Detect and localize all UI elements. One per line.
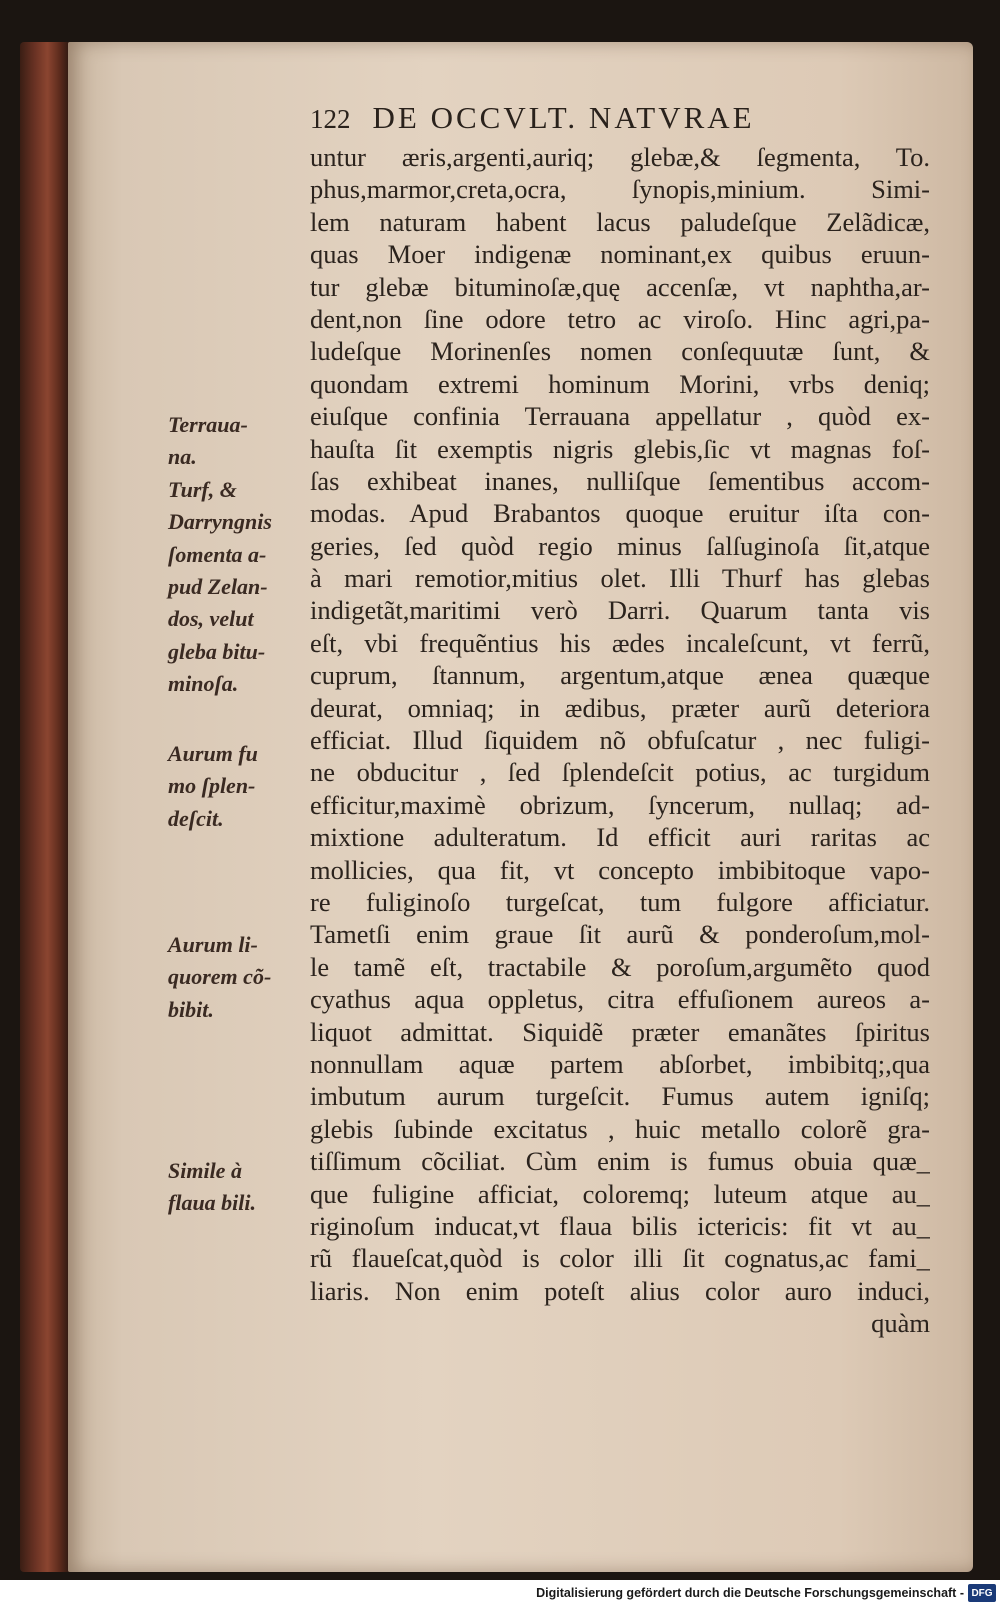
text-line: deurat, omniaq; in ædibus, præter aurũ deteriora	[310, 692, 930, 723]
running-head: DE OCCVLT. NATVRAE	[372, 100, 755, 135]
book-spine	[20, 42, 70, 1572]
marginal-note-aurum-splendescit	[168, 738, 308, 835]
text-line: mollicies, qua fit, vt concepto imbibitoque vapo-	[310, 854, 930, 885]
marginal-line: Simile à	[168, 1158, 242, 1183]
marginal-line: gleba bitu-	[168, 638, 266, 664]
marginal-line: deſcit.	[168, 805, 224, 831]
marginal-line: flaua bili.	[168, 1190, 257, 1216]
text-line: Tametſi enim graue ſit aurũ & ponderoſum,mol-	[310, 919, 930, 950]
text-line: le tamẽ eſt, tractabile & poroſum,argumẽto quod	[310, 951, 930, 982]
text-line: glebis ſubinde excitatus , huic metallo colorẽ gra-	[310, 1113, 930, 1144]
text-line: geries, ſed quòd regio minus ſalſuginoſa ſit,atque	[310, 530, 930, 561]
marginal-note-terrauana	[168, 409, 308, 701]
marginal-line: Aurum fu	[168, 741, 258, 766]
text-line: cyathus aqua oppletus, citra effuſionem aureos a-	[310, 984, 930, 1015]
marginal-line: mo ſplen-	[168, 773, 256, 799]
text-line: quas Moer indigenæ nominant,ex quibus eruun-	[310, 239, 930, 270]
text-line: indigetãt,maritimi verò Darri. Quarum tanta vis	[310, 595, 930, 626]
main-text-block	[310, 141, 930, 1339]
text-line: imbutum aurum turgeſcit. Fumus autem igniſq;	[310, 1081, 930, 1112]
text-line: mixtione adulteratum. Id efficit auri raritas ac	[310, 822, 930, 853]
text-line: rũ flaueſcat,quòd is color illi ſit cognatus,ac fami_	[310, 1243, 930, 1274]
text-line: ne obducitur , ſed ſplendeſcit potius, ac turgidum	[310, 757, 930, 788]
text-line: eſt, vbi frequẽntius his ædes incaleſcunt, vt ferrũ,	[310, 627, 930, 658]
text-line: phus,marmor,creta,ocra, ſynopis,minium. Simi-	[310, 174, 930, 205]
text-line: efficiat. Illud ſiquidem nõ obfuſcatur , nec fuligi-	[310, 725, 930, 756]
marginal-note-simile-bili	[168, 1155, 308, 1220]
marginal-line: Darryngnis	[168, 509, 272, 535]
text-line: hauſta ſit exemptis nigris glebis,ſic vt magnas foſ-	[310, 433, 930, 464]
text-line: tiſſimum cõciliat. Cùm enim is fumus obuia quæ_	[310, 1146, 930, 1177]
marginal-line: pud Zelan-	[168, 574, 268, 600]
marginal-line: quorem cõ-	[168, 964, 272, 990]
marginal-line: minoſa.	[168, 671, 239, 697]
text-line: untur æris,argenti,auriq; glebæ,& ſegmenta, To.	[310, 142, 930, 172]
text-line: lem naturam habent lacus paludeſque Zelãdicæ,	[310, 206, 930, 237]
text-line: riginoſum inducat,vt flaua bilis ictericis: fit vt au_	[310, 1210, 930, 1241]
marginal-line: na.	[168, 444, 197, 470]
marginal-line: bibit.	[168, 996, 214, 1022]
text-line: que fuligine afficiat, coloremq; luteum atque au_	[310, 1178, 930, 1209]
text-line: quondam extremi hominum Morini, vrbs deniq;	[310, 368, 930, 399]
text-line: liaris. Non enim poteſt alius color auro induci,	[310, 1275, 930, 1306]
dfg-logo: DFG	[968, 1584, 996, 1602]
text-line: ſas exhibeat inanes, nulliſque ſementibus accom-	[310, 465, 930, 496]
marginal-note-aurum-liquorem	[168, 929, 308, 1026]
footer-credit: Digitalisierung gefördert durch die Deutsche Forschungsgemeinschaft -	[536, 1586, 964, 1600]
page-number: 122	[310, 104, 351, 134]
text-line: re fuliginoſo turgeſcat, tum fulgore afficiatur.	[310, 886, 930, 917]
text-line: cuprum, ſtannum, argentum,atque ænea quæque	[310, 660, 930, 691]
marginal-line: ſomenta a-	[168, 541, 267, 567]
marginal-line: Terraua-	[168, 412, 248, 437]
marginal-line: Turf, &	[168, 476, 237, 502]
text-line: nonnullam aquæ partem abſorbet, imbibitq;,qua	[310, 1048, 930, 1079]
text-line: quàm	[871, 1308, 930, 1339]
marginal-line: Aurum li-	[168, 932, 258, 957]
text-line: efficitur,maximè obrizum, ſyncerum, nullaq; ad-	[310, 789, 930, 820]
marginal-line: dos, velut	[168, 606, 254, 632]
text-line: tur glebæ bituminoſæ,quę accenſæ, vt naphtha,ar-	[310, 271, 930, 302]
text-line: à mari remotior,mitius olet. Illi Thurf has glebas	[310, 563, 930, 594]
text-line: dent,non ſine odore tetro ac viroſo. Hinc agri,pa-	[310, 303, 930, 334]
digitization-footer	[0, 1580, 1000, 1607]
text-line: liquot admittat. Siquidẽ præter emanãtes ſpiritus	[310, 1016, 930, 1047]
text-line: modas. Apud Brabantos quoque eruitur iſta con-	[310, 498, 930, 529]
page-header	[310, 100, 870, 140]
text-line: eiuſque confinia Terrauana appellatur , quòd ex-	[310, 401, 930, 432]
text-line: ludeſque Morinenſes nomen conſequutæ ſunt, &	[310, 336, 930, 367]
